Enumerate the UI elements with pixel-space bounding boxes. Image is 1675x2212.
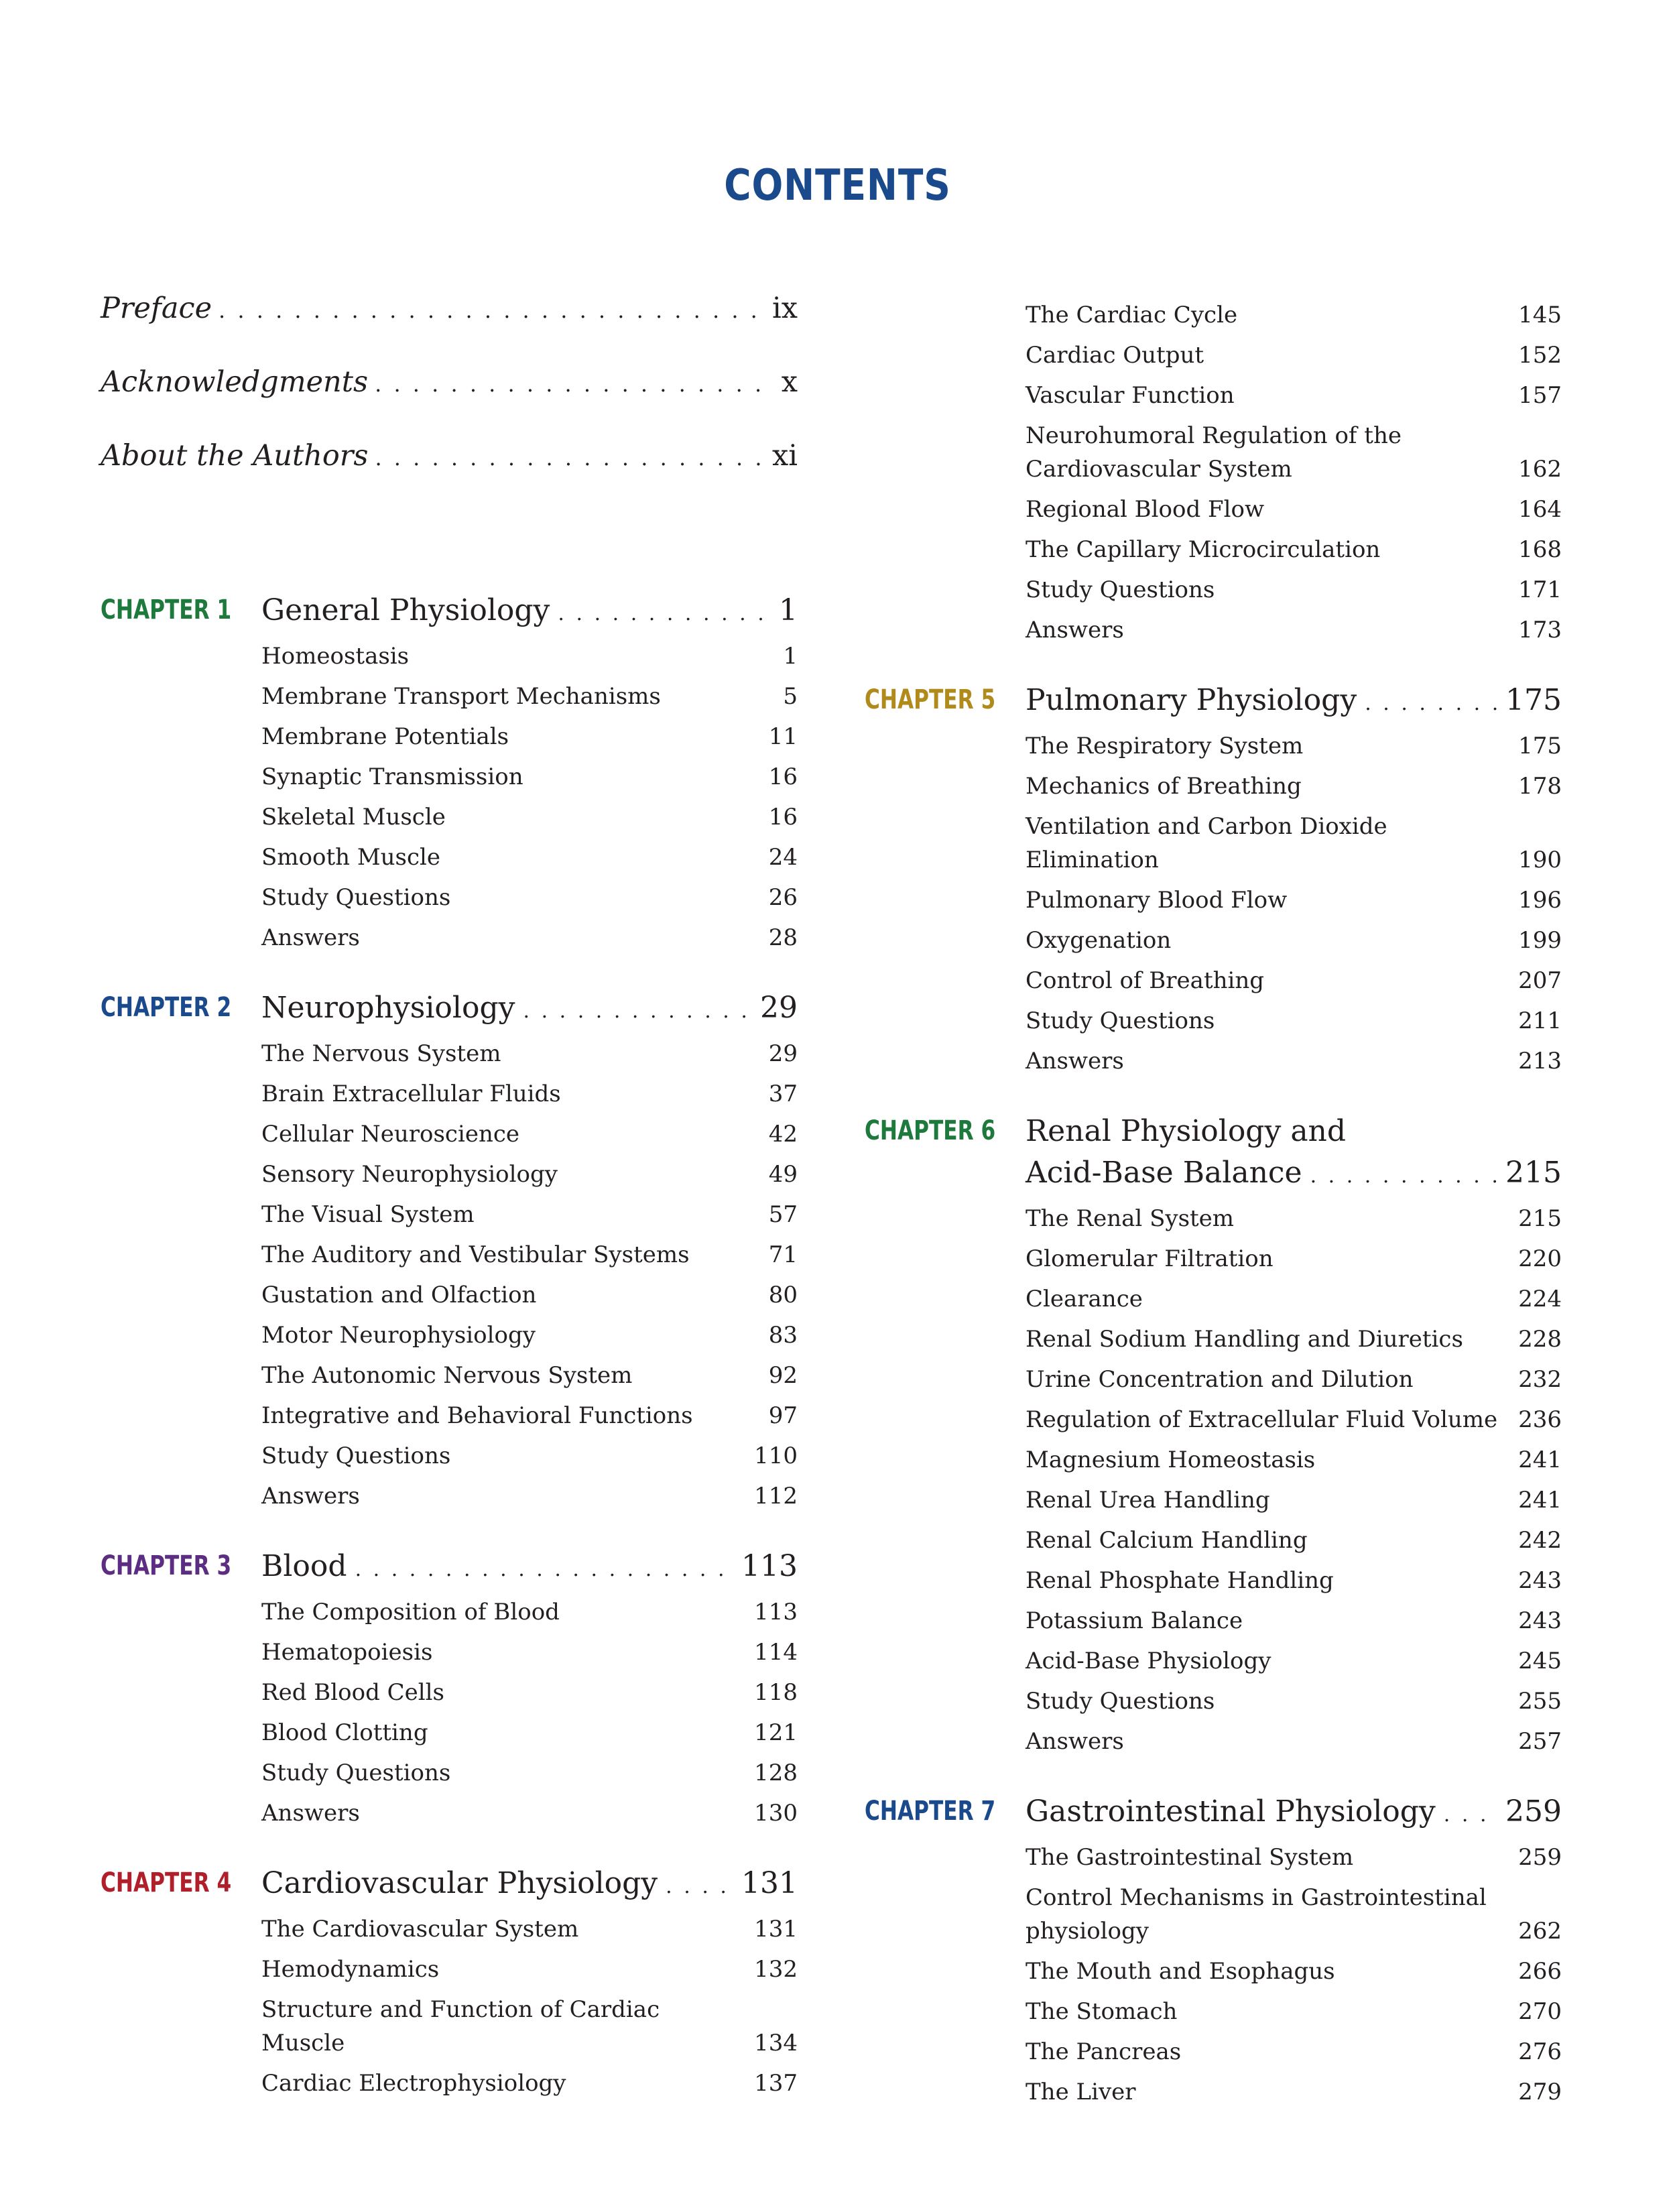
section-title: The Composition of Blood [261,1599,560,1625]
toc-section-entry[interactable] [261,837,798,877]
toc-section-entry[interactable] [261,757,798,797]
chapter-label: CHAPTER 2 [101,992,232,1023]
toc-section-entry[interactable] [1026,1239,1562,1279]
chapter-page: 1 [779,593,798,627]
section-title: Regional Blood Flow [1026,496,1265,523]
section-title: Study Questions [1026,1007,1215,1034]
section-title: Answers [261,1800,360,1827]
toc-section-entry[interactable] [261,1672,798,1713]
front-matter-preface[interactable] [101,288,798,362]
section-title: Vascular Function [1026,382,1235,409]
section-title: The Autonomic Nervous System [261,1362,633,1389]
toc-section-entry[interactable] [1026,375,1562,416]
front-matter-title: About the Authors [101,439,369,473]
toc-section-entry[interactable] [1026,1440,1562,1480]
section-page: 207 [1518,967,1562,994]
section-page: 171 [1518,576,1562,603]
chapter-page: 175 [1505,683,1562,717]
section-title: Skeletal Muscle [261,804,446,831]
section-page: 243 [1518,1567,1562,1594]
section-page: 213 [1518,1048,1562,1074]
chapter-title: Pulmonary Physiology [1026,683,1357,717]
toc-section-entry[interactable] [1026,1601,1562,1641]
front-matter-page: x [781,365,798,399]
section-page: 276 [1518,2038,1562,2065]
section-page: 157 [1518,382,1562,409]
front-matter-about-authors[interactable] [101,436,798,509]
section-title: Magnesium Homeostasis [1026,1447,1316,1473]
section-page: 245 [1518,1648,1562,1674]
chapter-heading[interactable] [1026,1152,1562,1197]
chapter-title: Cardiovascular Physiology [261,1866,658,1900]
page-title: CONTENTS [724,161,951,210]
toc-section-entry[interactable] [1026,610,1562,650]
section-page: 255 [1518,1688,1562,1715]
section-title: Cardiac Electrophysiology [261,2070,566,2097]
section-title: Mechanics of Breathing [1026,773,1302,800]
chapter-page: 113 [741,1549,798,1583]
toc-section-entry[interactable] [1026,880,1562,920]
section-page: 130 [754,1800,798,1827]
section-page: 257 [1518,1728,1562,1755]
section-title: Answers [1026,1048,1124,1074]
section-page: 145 [1518,302,1562,328]
toc-section-entry[interactable] [261,1074,798,1114]
section-title: The Nervous System [261,1040,501,1067]
toc-section-entry[interactable] [261,1436,798,1476]
section-page: 164 [1518,496,1562,523]
chapter-page: 29 [760,991,798,1025]
section-title: The Cardiovascular System [261,1916,579,1943]
dot-leader [523,991,753,1032]
toc-section-entry[interactable] [261,1753,798,1793]
section-page: 190 [1518,847,1562,873]
dot-leader [666,1866,733,1908]
section-page: 236 [1518,1406,1562,1433]
right-column [865,294,1562,2142]
section-page: 137 [754,2070,798,2097]
section-page: 26 [768,884,798,911]
section-page: 270 [1518,1998,1562,2025]
toc-section-entry[interactable] [1026,1319,1562,1359]
chapter-heading[interactable] [261,1546,798,1591]
section-page: 49 [768,1161,798,1188]
toc-section-entry[interactable] [1026,530,1562,570]
toc-section-entry[interactable] [261,1194,798,1235]
section-page: 16 [768,804,798,831]
section-title: Renal Urea Handling [1026,1487,1270,1514]
section-page: 118 [754,1679,798,1706]
section-title: Glomerular Filtration [1026,1245,1274,1272]
chapter-page: 259 [1505,1794,1562,1829]
section-title: Control of Breathing [1026,967,1265,994]
front-matter-title: Acknowledgments [101,365,369,399]
section-title: Hemodynamics [261,1956,440,1983]
section-title: Urine Concentration and Dilution [1026,1366,1414,1393]
section-title: The Gastrointestinal System [1026,1844,1354,1871]
toc-section-entry[interactable] [1026,2032,1562,2072]
section-title: Control Mechanisms in Gastrointestinal physiology [1026,1884,1487,1945]
section-title: The Liver [1026,2079,1136,2105]
dot-leader [355,1549,733,1591]
section-page: 24 [768,844,798,871]
section-page: 28 [768,924,798,951]
toc-section-entry[interactable] [261,1114,798,1154]
toc-section-entry[interactable] [1026,1279,1562,1319]
section-page: 121 [754,1719,798,1746]
toc-section-entry[interactable] [261,1793,798,1833]
section-title: Cardiac Output [1026,342,1204,369]
section-title: Neurohumoral Regulation of the Cardiovascular System [1026,422,1402,483]
section-title: Study Questions [1026,576,1215,603]
section-title: Gustation and Olfaction [261,1282,537,1308]
toc-section-entry[interactable] [261,676,798,717]
chapter-page: 131 [741,1866,798,1900]
chapter-label: CHAPTER 5 [865,684,996,715]
chapter-label: CHAPTER 4 [101,1867,232,1898]
section-page: 241 [1518,1487,1562,1514]
toc-section-entry[interactable] [1026,1359,1562,1400]
front-matter-acknowledgments[interactable] [101,362,798,436]
section-page: 131 [754,1916,798,1943]
section-page: 5 [783,683,798,710]
toc-section-entry[interactable] [1026,806,1562,880]
section-page: 16 [768,763,798,790]
section-page: 162 [1518,456,1562,483]
section-title: The Stomach [1026,1998,1178,2025]
toc-section-entry[interactable] [261,1355,798,1396]
section-title: Sensory Neurophysiology [261,1161,558,1188]
section-page: 152 [1518,342,1562,369]
dot-leader [219,290,765,330]
toc-section-entry[interactable] [1026,961,1562,1001]
chapter-7 [865,1791,1562,2112]
chapter-label: CHAPTER 3 [101,1550,232,1581]
section-page: 220 [1518,1245,1562,1272]
section-page: 57 [768,1201,798,1228]
chapter-6 [865,1111,1562,1762]
dot-leader [375,364,775,404]
section-page: 128 [754,1760,798,1786]
section-title: Answers [1026,617,1124,643]
chapter-page: 215 [1505,1156,1562,1190]
section-title: Integrative and Behavioral Functions [261,1402,693,1429]
chapter-4-continued [865,294,1562,650]
dot-leader [1310,1156,1497,1197]
chapter-4 [101,1863,798,2103]
section-page: 83 [768,1322,798,1349]
section-title: Brain Extracellular Fluids [261,1081,561,1107]
section-title: Hematopoiesis [261,1639,433,1666]
chapter-label: CHAPTER 6 [865,1115,996,1146]
toc-section-entry[interactable] [261,797,798,837]
toc-section-entry[interactable] [1026,1837,1562,1878]
section-title: Answers [261,924,360,951]
toc-section-entry[interactable] [1026,416,1562,489]
toc-section-entry[interactable] [261,1396,798,1436]
section-page: 173 [1518,617,1562,643]
section-page: 37 [768,1081,798,1107]
section-title: Potassium Balance [1026,1607,1243,1634]
chapter-title: Acid-Base Balance [1026,1156,1302,1190]
section-title: The Cardiac Cycle [1026,302,1238,328]
section-page: 242 [1518,1527,1562,1554]
section-title: Renal Phosphate Handling [1026,1567,1334,1594]
chapter-heading[interactable] [1026,680,1562,725]
section-title: Study Questions [261,884,451,911]
section-title: Pulmonary Blood Flow [1026,887,1288,914]
section-page: 92 [768,1362,798,1389]
section-title: Homeostasis [261,643,410,670]
toc-section-entry[interactable] [261,1034,798,1074]
section-page: 211 [1518,1007,1562,1034]
toc-section-entry[interactable] [1026,1199,1562,1239]
section-title: Acid-Base Physiology [1026,1648,1271,1674]
section-title: Membrane Transport Mechanisms [261,683,661,710]
section-title: Structure and Function of Cardiac Muscle [261,1996,660,2056]
chapter-label: CHAPTER 7 [865,1796,996,1827]
section-page: 279 [1518,2079,1562,2105]
toc-section-entry[interactable] [261,918,798,958]
section-page: 196 [1518,887,1562,914]
toc-section-entry[interactable] [261,877,798,918]
chapter-heading[interactable] [1026,1791,1562,1836]
section-page: 262 [1518,1918,1562,1945]
section-title: The Visual System [261,1201,475,1228]
toc-section-entry[interactable] [1026,1041,1562,1081]
section-page: 132 [754,1956,798,1983]
section-title: Blood Clotting [261,1719,428,1746]
toc-section-entry[interactable] [1026,920,1562,961]
chapter-title: Neurophysiology [261,991,515,1025]
section-page: 114 [754,1639,798,1666]
section-page: 110 [754,1442,798,1469]
toc-section-entry[interactable] [261,1235,798,1275]
section-page: 112 [754,1483,798,1510]
section-page: 29 [768,1040,798,1067]
section-title: Cellular Neuroscience [261,1121,520,1148]
left-column [101,288,798,2133]
toc-section-entry[interactable] [261,1909,798,1949]
section-title: Answers [261,1483,360,1510]
chapter-heading[interactable] [261,590,798,635]
section-title: The Renal System [1026,1205,1235,1232]
toc-section-entry[interactable] [1026,726,1562,766]
section-title: The Mouth and Esophagus [1026,1958,1335,1985]
front-matter-page: xi [771,439,798,473]
chapter-title: Blood [261,1549,347,1583]
section-page: 134 [754,2030,798,2056]
chapter-title: Gastrointestinal Physiology [1026,1794,1436,1829]
dot-leader [1365,683,1497,725]
toc-section-entry[interactable] [1026,1001,1562,1041]
toc-section-entry[interactable] [261,1275,798,1315]
toc-section-entry[interactable] [261,1315,798,1355]
section-page: 178 [1518,773,1562,800]
section-page: 11 [768,723,798,750]
toc-section-entry[interactable] [261,636,798,676]
toc-section-entry[interactable] [1026,570,1562,610]
toc-section-entry[interactable] [261,1989,798,2063]
section-page: 224 [1518,1286,1562,1312]
dot-leader [558,593,771,635]
section-title: Membrane Potentials [261,723,509,750]
chapter-5 [865,680,1562,1081]
toc-section-entry[interactable] [1026,1400,1562,1440]
toc-section-entry[interactable] [1026,1951,1562,1991]
toc-section-entry[interactable] [1026,766,1562,806]
toc-section-entry[interactable] [1026,489,1562,530]
dot-leader [1444,1794,1497,1836]
section-page: 215 [1518,1205,1562,1232]
toc-section-entry[interactable] [1026,1520,1562,1560]
chapter-heading[interactable] [261,987,798,1032]
section-title: Answers [1026,1728,1124,1755]
dot-leader [375,438,765,478]
chapter-heading[interactable] [261,1863,798,1908]
section-page: 1 [783,643,798,670]
section-page: 232 [1518,1366,1562,1393]
toc-section-entry[interactable] [1026,1641,1562,1681]
section-title: The Capillary Microcirculation [1026,536,1381,563]
toc-section-entry[interactable] [261,717,798,757]
section-title: Regulation of Extracellular Fluid Volume [1026,1406,1498,1433]
section-title: The Pancreas [1026,2038,1182,2065]
section-title: Ventilation and Carbon Dioxide Elimination [1026,813,1387,873]
chapter-title-line1: Renal Physiology and [1026,1114,1347,1148]
toc-section-entry[interactable] [1026,335,1562,375]
toc-section-entry[interactable] [261,1476,798,1516]
section-page: 243 [1518,1607,1562,1634]
toc-section-entry[interactable] [1026,1681,1562,1721]
section-page: 113 [754,1599,798,1625]
section-title: Study Questions [261,1760,451,1786]
toc-section-entry[interactable] [1026,2072,1562,2112]
section-page: 71 [768,1241,798,1268]
section-page: 42 [768,1121,798,1148]
toc-section-entry[interactable] [1026,1878,1562,1951]
section-page: 259 [1518,1844,1562,1871]
section-page: 266 [1518,1958,1562,1985]
toc-section-entry[interactable] [1026,1560,1562,1601]
toc-section-entry[interactable] [1026,1991,1562,2032]
toc-section-entry[interactable] [261,1949,798,1989]
section-title: The Auditory and Vestibular Systems [261,1241,690,1268]
section-title: Renal Calcium Handling [1026,1527,1308,1554]
section-page: 168 [1518,536,1562,563]
chapter-3 [101,1546,798,1833]
toc-section-entry[interactable] [261,2063,798,2103]
section-page: 80 [768,1282,798,1308]
section-title: Motor Neurophysiology [261,1322,536,1349]
chapter-1 [101,590,798,958]
toc-section-entry[interactable] [261,1154,798,1194]
toc-section-entry[interactable] [1026,1721,1562,1762]
toc-section-entry[interactable] [261,1632,798,1672]
section-title: Red Blood Cells [261,1679,444,1706]
section-title: Renal Sodium Handling and Diuretics [1026,1326,1463,1353]
chapter-label: CHAPTER 1 [101,595,232,625]
section-title: Study Questions [261,1442,451,1469]
section-page: 241 [1518,1447,1562,1473]
section-title: Synaptic Transmission [261,763,523,790]
toc-section-entry[interactable] [261,1713,798,1753]
section-title: Study Questions [1026,1688,1215,1715]
section-page: 199 [1518,927,1562,954]
front-matter-page: ix [771,292,798,325]
front-matter-title: Preface [101,292,212,325]
toc-section-entry[interactable] [261,1592,798,1632]
chapter-2 [101,987,798,1516]
section-title: Clearance [1026,1286,1143,1312]
section-page: 228 [1518,1326,1562,1353]
section-page: 175 [1518,733,1562,759]
toc-section-entry[interactable] [1026,1480,1562,1520]
toc-section-entry[interactable] [1026,295,1562,335]
section-page: 97 [768,1402,798,1429]
chapter-title: General Physiology [261,593,550,627]
section-title: Smooth Muscle [261,844,441,871]
section-title: Oxygenation [1026,927,1172,954]
section-title: The Respiratory System [1026,733,1304,759]
